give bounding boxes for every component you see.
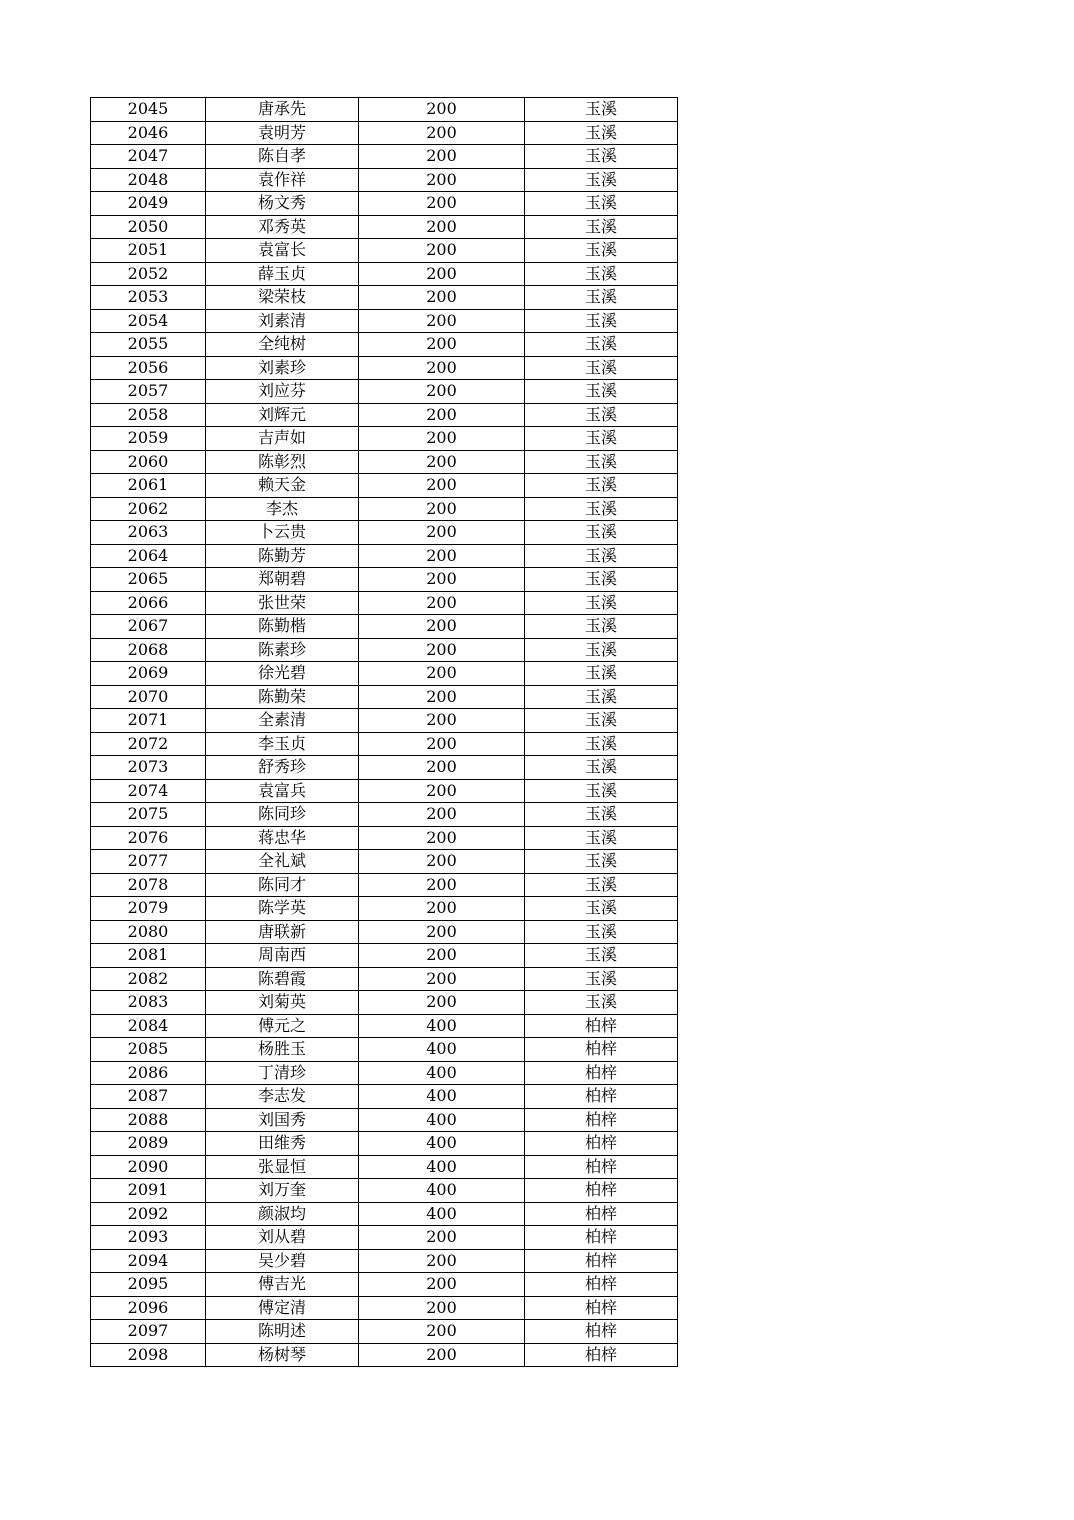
cell-name: 袁作祥	[206, 168, 359, 192]
cell-name: 颜淑均	[206, 1202, 359, 1226]
cell-number: 2078	[91, 873, 206, 897]
table-row	[91, 1085, 678, 1109]
cell-name: 赖天金	[206, 474, 359, 498]
cell-name: 刘素清	[206, 309, 359, 333]
table-row	[91, 521, 678, 545]
cell-name: 蒋忠华	[206, 826, 359, 850]
cell-number: 2089	[91, 1132, 206, 1156]
cell-amount: 200	[359, 920, 525, 944]
cell-location: 玉溪	[525, 497, 678, 521]
cell-amount: 400	[359, 1061, 525, 1085]
table-row	[91, 615, 678, 639]
cell-name: 刘辉元	[206, 403, 359, 427]
cell-location: 玉溪	[525, 685, 678, 709]
cell-amount: 400	[359, 1038, 525, 1062]
cell-location: 玉溪	[525, 826, 678, 850]
cell-location: 玉溪	[525, 239, 678, 263]
cell-name: 陈碧霞	[206, 967, 359, 991]
table-row	[91, 98, 678, 122]
cell-name: 周南西	[206, 944, 359, 968]
cell-amount: 200	[359, 850, 525, 874]
cell-name: 刘从碧	[206, 1226, 359, 1250]
cell-location: 玉溪	[525, 168, 678, 192]
cell-number: 2063	[91, 521, 206, 545]
table-row	[91, 1320, 678, 1344]
cell-name: 陈彰烈	[206, 450, 359, 474]
cell-name: 傅定清	[206, 1296, 359, 1320]
table-row	[91, 262, 678, 286]
cell-amount: 200	[359, 450, 525, 474]
cell-amount: 400	[359, 1132, 525, 1156]
cell-amount: 200	[359, 121, 525, 145]
table-row	[91, 803, 678, 827]
cell-location: 柏梓	[525, 1320, 678, 1344]
cell-location: 柏梓	[525, 1085, 678, 1109]
cell-amount: 200	[359, 803, 525, 827]
table-row	[91, 1179, 678, 1203]
table-row	[91, 685, 678, 709]
cell-amount: 200	[359, 991, 525, 1015]
cell-location: 玉溪	[525, 873, 678, 897]
cell-location: 玉溪	[525, 732, 678, 756]
cell-number: 2077	[91, 850, 206, 874]
cell-name: 梁荣枝	[206, 286, 359, 310]
cell-location: 玉溪	[525, 591, 678, 615]
cell-location: 玉溪	[525, 333, 678, 357]
cell-number: 2081	[91, 944, 206, 968]
cell-name: 杨树琴	[206, 1343, 359, 1367]
cell-number: 2098	[91, 1343, 206, 1367]
table-row	[91, 145, 678, 169]
cell-location: 玉溪	[525, 262, 678, 286]
cell-name: 杨胜玉	[206, 1038, 359, 1062]
cell-name: 陈明述	[206, 1320, 359, 1344]
cell-location: 玉溪	[525, 568, 678, 592]
table-row	[91, 826, 678, 850]
cell-number: 2093	[91, 1226, 206, 1250]
cell-location: 玉溪	[525, 145, 678, 169]
cell-location: 玉溪	[525, 356, 678, 380]
cell-number: 2057	[91, 380, 206, 404]
cell-number: 2097	[91, 1320, 206, 1344]
table-row	[91, 1226, 678, 1250]
cell-name: 徐光碧	[206, 662, 359, 686]
cell-name: 全礼斌	[206, 850, 359, 874]
cell-amount: 200	[359, 615, 525, 639]
cell-number: 2092	[91, 1202, 206, 1226]
cell-name: 李玉贞	[206, 732, 359, 756]
cell-number: 2045	[91, 98, 206, 122]
cell-amount: 200	[359, 1226, 525, 1250]
cell-name: 刘素珍	[206, 356, 359, 380]
cell-name: 陈学英	[206, 897, 359, 921]
cell-location: 玉溪	[525, 380, 678, 404]
table-row	[91, 380, 678, 404]
cell-number: 2054	[91, 309, 206, 333]
cell-number: 2047	[91, 145, 206, 169]
cell-location: 玉溪	[525, 967, 678, 991]
cell-number: 2065	[91, 568, 206, 592]
table-row	[91, 1061, 678, 1085]
cell-number: 2066	[91, 591, 206, 615]
table-row	[91, 1132, 678, 1156]
table-row	[91, 215, 678, 239]
cell-number: 2085	[91, 1038, 206, 1062]
cell-amount: 200	[359, 262, 525, 286]
cell-amount: 200	[359, 474, 525, 498]
cell-location: 玉溪	[525, 192, 678, 216]
cell-location: 玉溪	[525, 709, 678, 733]
cell-amount: 200	[359, 521, 525, 545]
cell-name: 邓秀英	[206, 215, 359, 239]
cell-number: 2061	[91, 474, 206, 498]
table-row	[91, 756, 678, 780]
cell-location: 柏梓	[525, 1108, 678, 1132]
cell-location: 玉溪	[525, 756, 678, 780]
cell-location: 柏梓	[525, 1179, 678, 1203]
cell-amount: 400	[359, 1014, 525, 1038]
cell-amount: 200	[359, 286, 525, 310]
cell-amount: 200	[359, 897, 525, 921]
table-row	[91, 239, 678, 263]
cell-location: 玉溪	[525, 897, 678, 921]
cell-location: 玉溪	[525, 521, 678, 545]
cell-name: 陈素珍	[206, 638, 359, 662]
cell-amount: 200	[359, 145, 525, 169]
data-table	[90, 97, 678, 1367]
cell-name: 杨文秀	[206, 192, 359, 216]
table-row	[91, 309, 678, 333]
cell-name: 郑朝碧	[206, 568, 359, 592]
cell-amount: 200	[359, 709, 525, 733]
cell-location: 玉溪	[525, 427, 678, 451]
cell-name: 李杰	[206, 497, 359, 521]
cell-location: 玉溪	[525, 944, 678, 968]
cell-number: 2074	[91, 779, 206, 803]
cell-name: 陈自孝	[206, 145, 359, 169]
cell-amount: 200	[359, 309, 525, 333]
cell-name: 陈勤芳	[206, 544, 359, 568]
cell-amount: 200	[359, 168, 525, 192]
cell-number: 2095	[91, 1273, 206, 1297]
cell-number: 2053	[91, 286, 206, 310]
table-row	[91, 1038, 678, 1062]
cell-name: 全纯树	[206, 333, 359, 357]
cell-location: 玉溪	[525, 474, 678, 498]
cell-location: 玉溪	[525, 615, 678, 639]
cell-amount: 200	[359, 1273, 525, 1297]
cell-location: 玉溪	[525, 286, 678, 310]
cell-number: 2090	[91, 1155, 206, 1179]
table-row	[91, 168, 678, 192]
table-row	[91, 1108, 678, 1132]
cell-number: 2072	[91, 732, 206, 756]
cell-location: 柏梓	[525, 1155, 678, 1179]
cell-location: 柏梓	[525, 1202, 678, 1226]
cell-number: 2052	[91, 262, 206, 286]
cell-number: 2073	[91, 756, 206, 780]
cell-number: 2075	[91, 803, 206, 827]
cell-amount: 200	[359, 568, 525, 592]
cell-location: 玉溪	[525, 544, 678, 568]
cell-name: 刘万奎	[206, 1179, 359, 1203]
cell-amount: 200	[359, 591, 525, 615]
cell-name: 刘菊英	[206, 991, 359, 1015]
cell-name: 张世荣	[206, 591, 359, 615]
table-row	[91, 497, 678, 521]
table-row	[91, 732, 678, 756]
cell-location: 柏梓	[525, 1014, 678, 1038]
cell-amount: 400	[359, 1155, 525, 1179]
table-row	[91, 944, 678, 968]
cell-number: 2059	[91, 427, 206, 451]
cell-number: 2082	[91, 967, 206, 991]
cell-number: 2062	[91, 497, 206, 521]
table-row	[91, 192, 678, 216]
cell-name: 陈同才	[206, 873, 359, 897]
table-row	[91, 709, 678, 733]
cell-number: 2088	[91, 1108, 206, 1132]
cell-amount: 200	[359, 333, 525, 357]
table-row	[91, 897, 678, 921]
cell-name: 唐承先	[206, 98, 359, 122]
table-row	[91, 286, 678, 310]
cell-amount: 200	[359, 1249, 525, 1273]
cell-name: 李志发	[206, 1085, 359, 1109]
cell-amount: 200	[359, 403, 525, 427]
cell-number: 2094	[91, 1249, 206, 1273]
cell-location: 玉溪	[525, 920, 678, 944]
cell-amount: 200	[359, 1320, 525, 1344]
cell-number: 2049	[91, 192, 206, 216]
table-row	[91, 568, 678, 592]
table-row	[91, 474, 678, 498]
cell-location: 玉溪	[525, 779, 678, 803]
cell-number: 2050	[91, 215, 206, 239]
table-row	[91, 450, 678, 474]
cell-location: 柏梓	[525, 1249, 678, 1273]
cell-amount: 200	[359, 98, 525, 122]
cell-location: 柏梓	[525, 1132, 678, 1156]
cell-location: 玉溪	[525, 403, 678, 427]
cell-name: 袁富兵	[206, 779, 359, 803]
cell-number: 2083	[91, 991, 206, 1015]
cell-amount: 200	[359, 662, 525, 686]
table-row	[91, 1155, 678, 1179]
cell-number: 2080	[91, 920, 206, 944]
cell-amount: 200	[359, 356, 525, 380]
cell-location: 玉溪	[525, 98, 678, 122]
cell-number: 2091	[91, 1179, 206, 1203]
cell-location: 柏梓	[525, 1061, 678, 1085]
table-body	[91, 98, 678, 1367]
table-row	[91, 591, 678, 615]
cell-amount: 200	[359, 873, 525, 897]
table-row	[91, 403, 678, 427]
cell-location: 玉溪	[525, 991, 678, 1015]
cell-name: 袁富长	[206, 239, 359, 263]
cell-name: 舒秀珍	[206, 756, 359, 780]
cell-name: 张显恒	[206, 1155, 359, 1179]
cell-amount: 200	[359, 756, 525, 780]
cell-amount: 200	[359, 826, 525, 850]
cell-amount: 200	[359, 192, 525, 216]
cell-location: 玉溪	[525, 309, 678, 333]
cell-name: 陈勤荣	[206, 685, 359, 709]
cell-amount: 200	[359, 685, 525, 709]
table-row	[91, 967, 678, 991]
cell-name: 唐联新	[206, 920, 359, 944]
cell-name: 傅吉光	[206, 1273, 359, 1297]
cell-amount: 200	[359, 967, 525, 991]
cell-location: 玉溪	[525, 850, 678, 874]
table-row	[91, 121, 678, 145]
cell-amount: 200	[359, 1296, 525, 1320]
table-row	[91, 427, 678, 451]
table-row	[91, 991, 678, 1015]
table-row	[91, 850, 678, 874]
cell-location: 玉溪	[525, 662, 678, 686]
cell-amount: 200	[359, 427, 525, 451]
table-row	[91, 873, 678, 897]
cell-location: 柏梓	[525, 1226, 678, 1250]
cell-amount: 200	[359, 1343, 525, 1367]
table-row	[91, 356, 678, 380]
cell-name: 田维秀	[206, 1132, 359, 1156]
table-row	[91, 1249, 678, 1273]
table-row	[91, 779, 678, 803]
cell-number: 2067	[91, 615, 206, 639]
table-row	[91, 1343, 678, 1367]
cell-location: 柏梓	[525, 1296, 678, 1320]
cell-number: 2068	[91, 638, 206, 662]
cell-name: 丁清珍	[206, 1061, 359, 1085]
cell-name: 袁明芳	[206, 121, 359, 145]
cell-name: 陈同珍	[206, 803, 359, 827]
cell-name: 傅元之	[206, 1014, 359, 1038]
cell-name: 吴少碧	[206, 1249, 359, 1273]
cell-amount: 200	[359, 779, 525, 803]
cell-number: 2076	[91, 826, 206, 850]
cell-number: 2071	[91, 709, 206, 733]
cell-amount: 200	[359, 944, 525, 968]
cell-name: 吉声如	[206, 427, 359, 451]
table-row	[91, 638, 678, 662]
table-row	[91, 920, 678, 944]
cell-name: 薛玉贞	[206, 262, 359, 286]
cell-amount: 400	[359, 1108, 525, 1132]
cell-number: 2055	[91, 333, 206, 357]
table-row	[91, 662, 678, 686]
cell-number: 2070	[91, 685, 206, 709]
cell-location: 玉溪	[525, 803, 678, 827]
table-row	[91, 1296, 678, 1320]
table-row	[91, 333, 678, 357]
cell-number: 2079	[91, 897, 206, 921]
cell-amount: 200	[359, 544, 525, 568]
cell-location: 柏梓	[525, 1038, 678, 1062]
table-row	[91, 544, 678, 568]
cell-amount: 400	[359, 1085, 525, 1109]
cell-amount: 400	[359, 1202, 525, 1226]
cell-number: 2058	[91, 403, 206, 427]
table-row	[91, 1014, 678, 1038]
cell-location: 玉溪	[525, 450, 678, 474]
cell-number: 2056	[91, 356, 206, 380]
table-row	[91, 1202, 678, 1226]
cell-name: 刘应芬	[206, 380, 359, 404]
cell-number: 2064	[91, 544, 206, 568]
cell-name: 卜云贵	[206, 521, 359, 545]
cell-number: 2051	[91, 239, 206, 263]
cell-number: 2086	[91, 1061, 206, 1085]
cell-number: 2084	[91, 1014, 206, 1038]
cell-location: 柏梓	[525, 1273, 678, 1297]
cell-amount: 200	[359, 638, 525, 662]
cell-number: 2046	[91, 121, 206, 145]
cell-number: 2087	[91, 1085, 206, 1109]
cell-name: 陈勤楷	[206, 615, 359, 639]
cell-location: 柏梓	[525, 1343, 678, 1367]
cell-amount: 200	[359, 732, 525, 756]
cell-number: 2060	[91, 450, 206, 474]
cell-number: 2096	[91, 1296, 206, 1320]
table-row	[91, 1273, 678, 1297]
cell-location: 玉溪	[525, 215, 678, 239]
cell-number: 2069	[91, 662, 206, 686]
cell-location: 玉溪	[525, 638, 678, 662]
cell-amount: 200	[359, 497, 525, 521]
cell-number: 2048	[91, 168, 206, 192]
cell-amount: 200	[359, 215, 525, 239]
cell-location: 玉溪	[525, 121, 678, 145]
cell-amount: 400	[359, 1179, 525, 1203]
cell-name: 全素清	[206, 709, 359, 733]
cell-amount: 200	[359, 380, 525, 404]
cell-amount: 200	[359, 239, 525, 263]
cell-name: 刘国秀	[206, 1108, 359, 1132]
